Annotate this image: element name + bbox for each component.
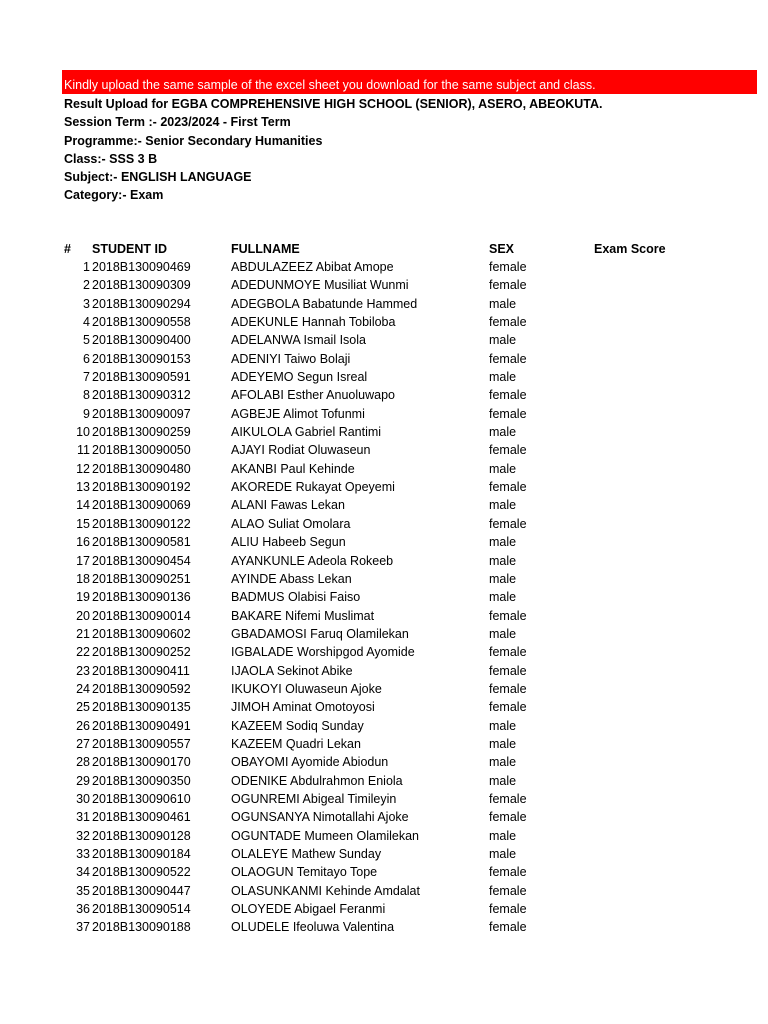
student-id: 2018B130090136: [92, 590, 191, 605]
table-row: [0, 315, 768, 333]
student-id: 2018B130090592: [92, 681, 191, 696]
table-row: [0, 278, 768, 296]
student-id: 2018B130090050: [92, 443, 191, 458]
student-fullname: ADELANWA Ismail Isola: [231, 333, 366, 348]
row-number: 15: [76, 516, 90, 531]
header-student-id: STUDENT ID: [92, 242, 167, 256]
table-row: [0, 609, 768, 627]
student-sex: female: [489, 480, 527, 495]
student-fullname: OLALEYE Mathew Sunday: [231, 847, 382, 861]
row-number: 7: [83, 370, 90, 385]
subject-label: Subject:- ENGLISH LANGUAGE: [64, 170, 252, 185]
student-sex: male: [489, 773, 517, 788]
table-row: [0, 498, 768, 516]
student-id: 2018B130090294: [92, 296, 191, 311]
student-fullname: AFOLABI Esther Anuoluwapo: [231, 388, 395, 403]
student-id: 2018B130090192: [92, 480, 191, 495]
student-fullname: OLAOGUN Temitayo Tope: [231, 865, 378, 880]
row-number: 29: [76, 773, 90, 788]
student-sex: male: [489, 553, 517, 568]
header-num: #: [64, 242, 71, 256]
student-sex: female: [489, 663, 527, 678]
header-exam-score: Exam Score: [594, 242, 666, 256]
student-fullname: OGUNREMI Abigeal Timileyin: [231, 791, 397, 806]
row-number: 35: [76, 883, 90, 898]
student-sex: male: [489, 333, 517, 348]
class-label: Class:- SSS 3 B: [64, 151, 158, 166]
student-fullname: ADEKUNLE Hannah Tobiloba: [231, 315, 396, 330]
result-metadata: [64, 95, 602, 205]
table-row: [0, 388, 768, 406]
table-row: [0, 352, 768, 370]
row-number: 10: [76, 425, 90, 440]
table-row: [0, 535, 768, 553]
row-number: 31: [76, 810, 90, 825]
row-number: 1: [83, 260, 90, 274]
student-id: 2018B130090411: [92, 663, 190, 678]
header-fullname: FULLNAME: [231, 242, 300, 256]
table-row: [0, 645, 768, 663]
table-row: [0, 829, 768, 847]
row-number: 17: [76, 553, 90, 568]
table-row: [0, 443, 768, 461]
row-number: 9: [83, 406, 90, 421]
student-sex: female: [489, 443, 527, 458]
row-number: 24: [76, 681, 90, 696]
row-number: 13: [76, 480, 90, 495]
student-sex: female: [489, 791, 527, 806]
student-fullname: ADENIYI Taiwo Bolaji: [231, 351, 351, 366]
row-number: 14: [76, 498, 90, 513]
row-number: 19: [76, 590, 90, 605]
row-number: 22: [76, 645, 90, 660]
row-number: 18: [76, 571, 90, 586]
student-id: 2018B130090469: [92, 260, 191, 274]
table-row: [0, 719, 768, 737]
student-id: 2018B130090461: [92, 810, 191, 825]
table-row: [0, 517, 768, 535]
table-row: [0, 755, 768, 773]
student-sex: male: [489, 590, 517, 605]
table-row: [0, 774, 768, 792]
student-fullname: ADEGBOLA Babatunde Hammed: [231, 296, 418, 311]
instruction-banner: Kindly upload the same sample of the excel sheet you download for the same subject and class.: [62, 70, 757, 94]
table-row: [0, 884, 768, 902]
student-fullname: KAZEEM Sodiq Sunday: [231, 718, 364, 733]
student-sex: female: [489, 388, 527, 403]
student-sex: male: [489, 498, 517, 513]
table-row: [0, 737, 768, 755]
table-row: [0, 700, 768, 718]
row-number: 20: [76, 608, 90, 623]
table-row: [0, 370, 768, 388]
student-fullname: ODENIKE Abdulrahmon Eniola: [231, 773, 403, 788]
header-sex: SEX: [489, 242, 515, 256]
student-fullname: IKUKOYI Oluwaseun Ajoke: [231, 681, 382, 696]
row-number: 30: [76, 791, 90, 806]
row-number: 6: [83, 351, 90, 366]
student-sex: female: [489, 608, 527, 623]
student-sex: male: [489, 296, 517, 311]
student-sex: male: [489, 736, 517, 751]
student-sex: female: [489, 810, 527, 825]
student-sex: male: [489, 718, 517, 733]
student-id: 2018B130090097: [92, 406, 191, 421]
student-id: 2018B130090312: [92, 388, 191, 403]
student-fullname: AGBEJE Alimot Tofunmi: [231, 406, 365, 421]
row-number: 4: [83, 315, 90, 330]
student-fullname: OGUNTADE Mumeen Olamilekan: [231, 828, 420, 843]
student-id: 2018B130090480: [92, 461, 191, 476]
student-fullname: ABDULAZEEZ Abibat Amope: [231, 260, 394, 274]
student-id: 2018B130090122: [92, 516, 191, 531]
student-id: 2018B130090558: [92, 315, 191, 330]
student-sex: female: [489, 406, 527, 421]
student-id: 2018B130090447: [92, 883, 191, 898]
table-row: [0, 480, 768, 498]
student-sex: male: [489, 425, 517, 440]
student-sex: male: [489, 626, 517, 641]
row-number: 11: [77, 443, 90, 458]
row-number: 28: [76, 755, 90, 770]
student-fullname: AJAYI Rodiat Oluwaseun: [231, 443, 371, 458]
student-fullname: AKOREDE Rukayat Opeyemi: [231, 480, 395, 495]
student-sex: male: [489, 755, 517, 770]
student-fullname: OLUDELE Ifeoluwa Valentina: [231, 920, 395, 935]
table-header: [0, 242, 768, 260]
table-row: [0, 865, 768, 883]
row-number: 21: [76, 626, 90, 641]
row-number: 25: [76, 700, 90, 715]
student-id: 2018B130090400: [92, 333, 191, 348]
student-fullname: AYANKUNLE Adeola Rokeeb: [231, 553, 394, 568]
student-sex: male: [489, 847, 517, 861]
table-row: [0, 462, 768, 480]
student-fullname: ADEYEMO Segun Isreal: [231, 370, 368, 385]
row-number: 26: [76, 718, 90, 733]
student-id: 2018B130090188: [92, 920, 191, 935]
student-fullname: IJAOLA Sekinot Abike: [231, 663, 353, 678]
row-number: 36: [76, 902, 90, 917]
student-fullname: OGUNSANYA Nimotallahi Ajoke: [231, 810, 409, 825]
row-number: 33: [76, 847, 90, 861]
student-sex: male: [489, 370, 517, 385]
student-id: 2018B130090610: [92, 791, 191, 806]
row-number: 23: [76, 663, 90, 678]
session-term: Session Term :- 2023/2024 - First Term: [64, 115, 291, 130]
row-number: 8: [83, 388, 90, 403]
student-sex: female: [489, 260, 527, 274]
table-row: [0, 664, 768, 682]
row-number: 37: [76, 920, 90, 935]
row-number: 16: [76, 535, 90, 550]
student-fullname: JIMOH Aminat Omotoyosi: [231, 700, 375, 715]
student-fullname: OBAYOMI Ayomide Abiodun: [231, 755, 389, 770]
student-fullname: AIKULOLA Gabriel Rantimi: [231, 425, 382, 440]
student-fullname: ALAO Suliat Omolara: [231, 516, 351, 531]
student-id: 2018B130090252: [92, 645, 191, 660]
student-sex: male: [489, 571, 517, 586]
student-sex: female: [489, 315, 527, 330]
student-id: 2018B130090514: [92, 902, 191, 917]
student-id: 2018B130090170: [92, 755, 191, 770]
student-id: 2018B130090153: [92, 351, 191, 366]
student-sex: female: [489, 351, 527, 366]
student-id: 2018B130090454: [92, 553, 191, 568]
student-sex: female: [489, 645, 527, 660]
student-sex: female: [489, 902, 527, 917]
student-id: 2018B130090014: [92, 608, 191, 623]
row-number: 27: [76, 736, 90, 751]
student-fullname: ALIU Habeeb Segun: [231, 535, 346, 550]
table-row: [0, 333, 768, 351]
table-row: [0, 902, 768, 920]
table-row: [0, 920, 768, 938]
student-fullname: OLOYEDE Abigael Feranmi: [231, 902, 386, 917]
row-number: 2: [83, 278, 90, 293]
table-row: [0, 792, 768, 810]
student-id: 2018B130090069: [92, 498, 191, 513]
table-row: [0, 554, 768, 572]
table-row: [0, 627, 768, 645]
student-id: 2018B130090581: [92, 535, 191, 550]
student-id: 2018B130090309: [92, 278, 191, 293]
student-id: 2018B130090491: [92, 718, 191, 733]
student-sex: male: [489, 535, 517, 550]
student-sex: female: [489, 278, 527, 293]
row-number: 34: [76, 865, 90, 880]
table-row: [0, 260, 768, 278]
student-fullname: ADEDUNMOYE Musiliat Wunmi: [231, 278, 409, 293]
student-id: 2018B130090259: [92, 425, 191, 440]
category-label: Category:- Exam: [64, 188, 164, 203]
row-number: 3: [83, 296, 90, 311]
student-id: 2018B130090128: [92, 828, 191, 843]
student-fullname: AYINDE Abass Lekan: [231, 571, 352, 586]
student-fullname: AKANBI Paul Kehinde: [231, 461, 355, 476]
table-row: [0, 847, 768, 865]
table-row: [0, 590, 768, 608]
student-fullname: BADMUS Olabisi Faiso: [231, 590, 361, 605]
student-fullname: OLASUNKANMI Kehinde Amdalat: [231, 883, 420, 898]
student-sex: female: [489, 681, 527, 696]
student-id: 2018B130090591: [92, 370, 191, 385]
student-id: 2018B130090350: [92, 773, 191, 788]
student-fullname: KAZEEM Quadri Lekan: [231, 736, 361, 751]
student-id: 2018B130090522: [92, 865, 191, 880]
student-id: 2018B130090251: [92, 571, 191, 586]
student-sex: male: [489, 828, 517, 843]
student-id: 2018B130090602: [92, 626, 191, 641]
row-number: 5: [83, 333, 90, 348]
student-sex: female: [489, 865, 527, 880]
student-sex: female: [489, 920, 527, 935]
row-number: 32: [76, 828, 90, 843]
student-sex: female: [489, 883, 527, 898]
student-id: 2018B130090557: [92, 736, 191, 751]
table-row: [0, 810, 768, 828]
table-row: [0, 297, 768, 315]
row-number: 12: [76, 461, 90, 476]
student-fullname: BAKARE Nifemi Muslimat: [231, 608, 375, 623]
student-fullname: ALANI Fawas Lekan: [231, 498, 345, 513]
table-row: [0, 425, 768, 443]
student-sex: female: [489, 516, 527, 531]
table-row: [0, 407, 768, 425]
page-title: Result Upload for EGBA COMPREHENSIVE HIGH SCHOOL (SENIOR), ASERO, ABEOKUTA.: [64, 97, 603, 111]
student-sex: female: [489, 700, 527, 715]
student-table: [0, 260, 768, 939]
student-id: 2018B130090184: [92, 847, 191, 861]
student-fullname: GBADAMOSI Faruq Olamilekan: [231, 626, 409, 641]
table-row: [0, 682, 768, 700]
student-id: 2018B130090135: [92, 700, 191, 715]
table-row: [0, 572, 768, 590]
student-sex: male: [489, 461, 517, 476]
student-fullname: IGBALADE Worshipgod Ayomide: [231, 645, 415, 660]
programme: Programme:- Senior Secondary Humanities: [64, 133, 323, 148]
